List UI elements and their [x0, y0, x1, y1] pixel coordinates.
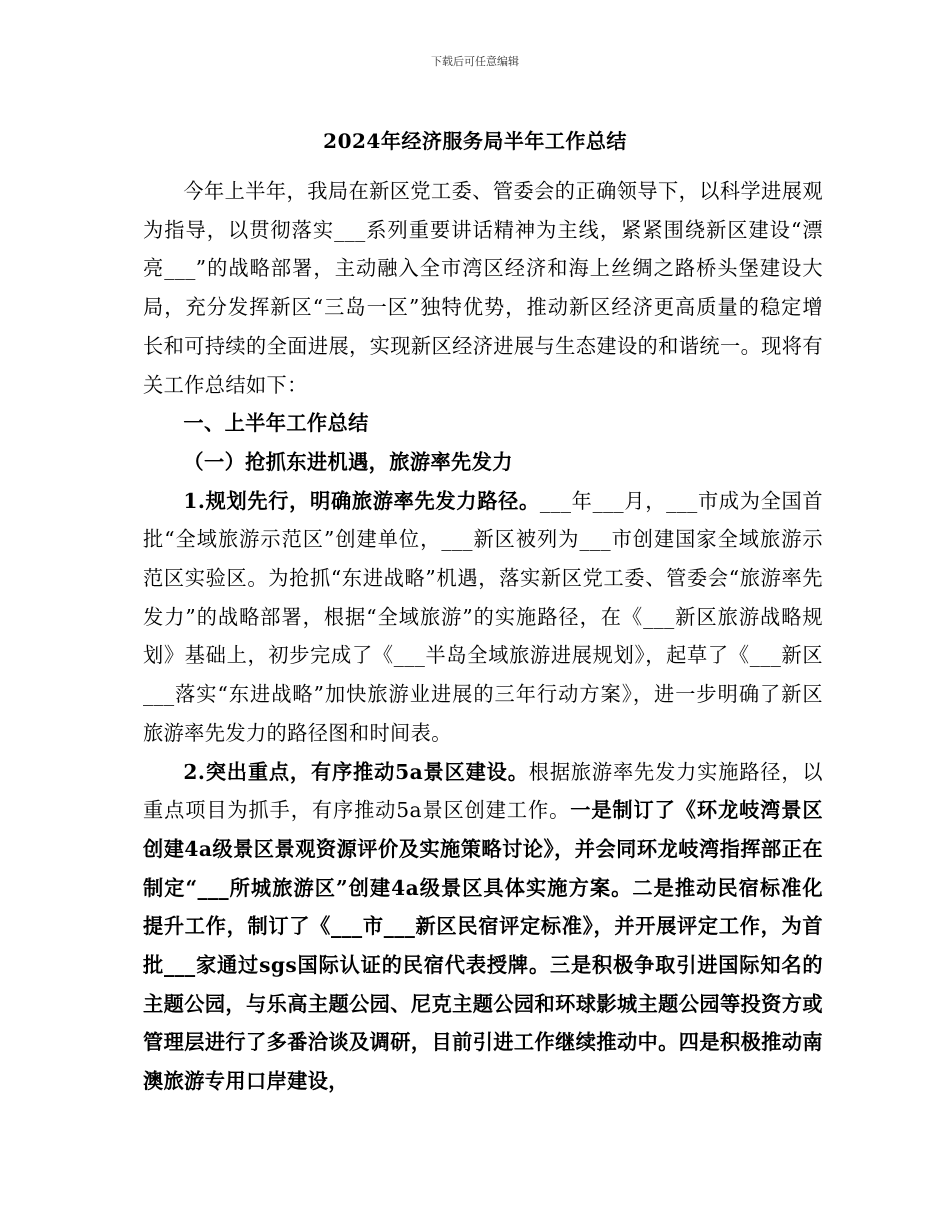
- page-header-note: 下载后可任意编辑: [431, 55, 519, 68]
- paragraph-planning-lead: 1.规划先行，明确旅游率先发力路径。: [183, 488, 540, 513]
- paragraph-5a-scenic: [143, 753, 823, 1101]
- document-body: [143, 172, 823, 1101]
- paragraph-5a-bold-text: 一是制订了《环龙岐湾景区创建4a级景区景观资源评价及实施策略讨论》，并会同环龙岐湾指挥部正在制定“___所城旅游区”创建4a级景区具体实施方案。二是推动民宿标准化提升工作，制订了《___市___新区民宿评定标准》，并开展评定工作，为首批___家通过sgs国际认证的民宿代表授牌。三是积极争取引进国际知名的主题公园，与乐高主题公园、尼克主题公园和环球影城主题公园等投资方或管理层进行了多番洽谈及调研，目前引进工作继续推动中。四是积极推动南澳旅游专用口岸建设，: [143, 798, 823, 1094]
- paragraph-planning: [143, 482, 823, 753]
- section-heading: 一、上半年工作总结: [183, 411, 369, 436]
- paragraph-5a-text: 根据旅游率先发力实施路径，以重点项目为抓手，有序推动5a景区创建工作。: [143, 759, 823, 823]
- intro-paragraph: 今年上半年，我局在新区党工委、管委会的正确领导下，以科学进展观为指导，以贯彻落实___系列重要讲话精神为主线，紧紧围绕新区建设“漂亮___”的战略部署，主动融入全市湾区经济和海上丝绸之路桥头堡建设大局，充分发挥新区“三岛一区”独特优势，推动新区经济更高质量的稳定增长和可持续的全面进展，实现新区经济进展与生态建设的和谐统一。现将有关工作总结如下：: [143, 179, 823, 397]
- document-title: 2024年经济服务局半年工作总结: [323, 129, 627, 153]
- subsection-heading: （一）抢抓东进机遇，旅游率先发力: [183, 449, 513, 474]
- paragraph-planning-text: ___年___月，___市成为全国首批“全域旅游示范区”创建单位，___新区被列为___市创建国家全域旅游示范区实验区。为抢抓“东进战略”机遇，落实新区党工委、管委会“旅游率先发力”的战略部署，根据“全域旅游”的实施路径，在《___新区旅游战略规划》基础上，初步完成了《___半岛全域旅游进展规划》，起草了《___新区___落实“东进战略”加快旅游业进展的三年行动方案》，进一步明确了新区旅游率先发力的路径图和时间表。: [143, 488, 823, 745]
- paragraph-5a-lead: 2.突出重点，有序推动5a景区建设。: [183, 759, 529, 784]
